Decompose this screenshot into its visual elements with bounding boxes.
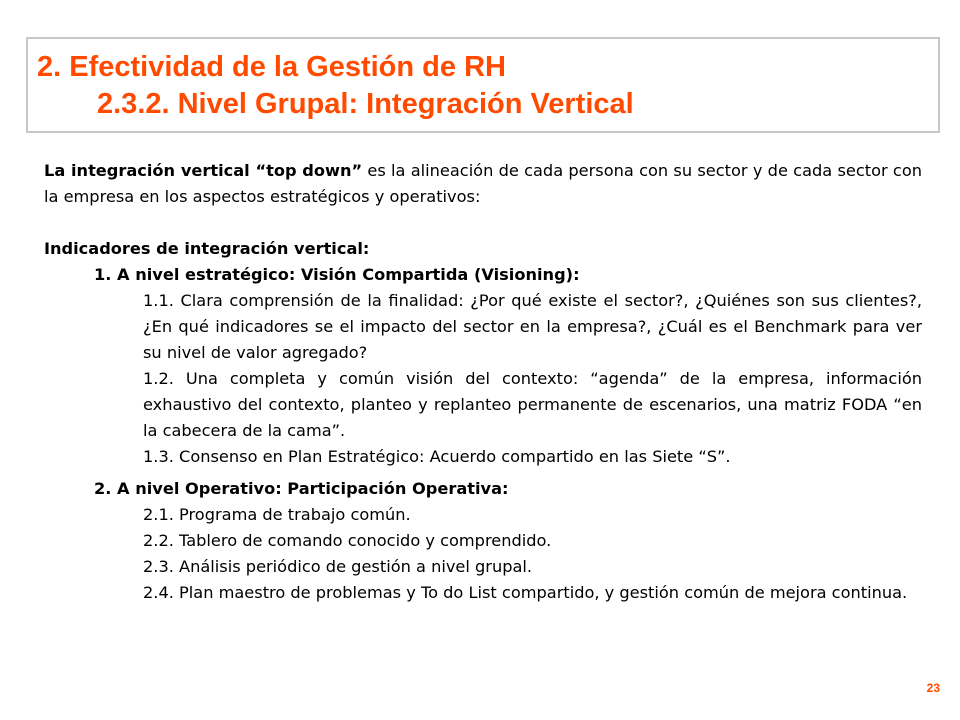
section1-heading: 1. A nivel estratégico: Visión Compartida (Visioning):: [94, 265, 580, 284]
slide-subtitle: 2.3.2. Nivel Grupal: Integración Vertical: [97, 88, 634, 120]
title-box: [26, 37, 940, 133]
intro-paragraph: [44, 158, 922, 210]
slide-title: 2. Efectividad de la Gestión de RH: [37, 51, 506, 83]
intro-bold: La integración vertical “top down”: [44, 161, 363, 180]
list-item: 1.2. Una completa y común visión del contexto: “agenda” de la empresa, información exhaustivo del contexto, planteo y replanteo permanente de escenarios, una matriz FODA “en la cabecera de la cama”.: [143, 369, 922, 440]
slide-content: [44, 158, 922, 606]
list-item: 2.3. Análisis periódico de gestión a nivel grupal.: [143, 557, 533, 576]
list-item: 2.1. Programa de trabajo común.: [143, 505, 411, 524]
list-item: 2.4. Plan maestro de problemas y To do List compartido, y gestión común de mejora continua.: [143, 583, 908, 602]
list-item: 2.2. Tablero de comando conocido y comprendido.: [143, 531, 552, 550]
section2-heading: 2. A nivel Operativo: Participación Operativa:: [94, 479, 509, 498]
page-number: 23: [926, 681, 940, 695]
intro-rest: es la alineación de cada persona con su sector y de cada sector con la empresa en los aspectos estratégicos y operativos:: [44, 161, 922, 206]
list-item: 1.3. Consenso en Plan Estratégico: Acuerdo compartido en las Siete “S”.: [143, 447, 731, 466]
list-item: 1.1. Clara comprensión de la finalidad: ¿Por qué existe el sector?, ¿Quiénes son sus clientes?, ¿En qué indicadores se el impacto del sector en la empresa?, ¿Cuál es el Benchmark para ver su nivel de valor agregado?: [143, 291, 922, 362]
indicators-heading: Indicadores de integración vertical:: [44, 239, 370, 258]
